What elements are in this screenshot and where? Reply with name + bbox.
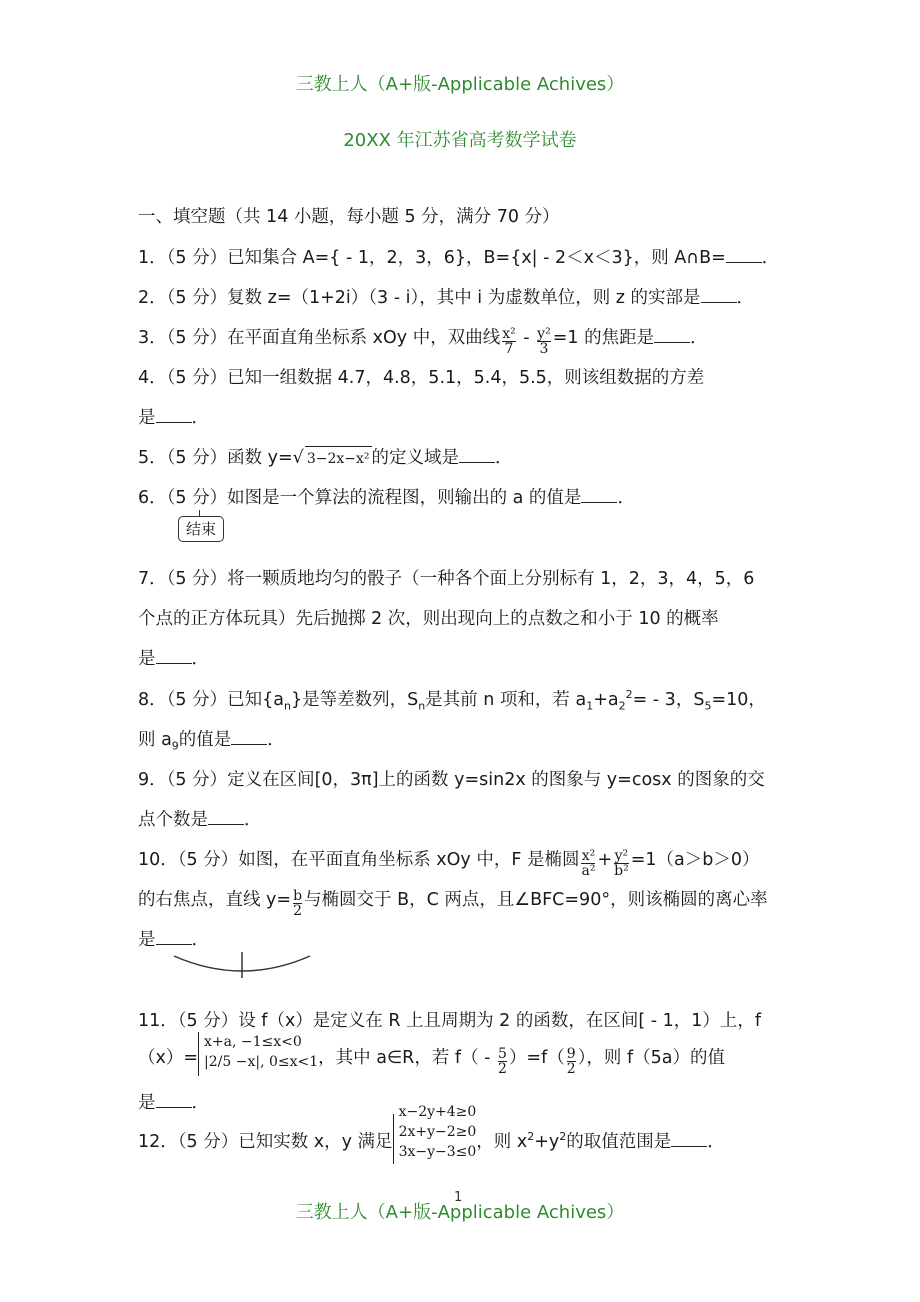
- question-10-line-1: 10．（5 分）如图，在平面直角坐标系 xOy 中，F 是椭圆 $\frac{\text{x²}}{\text{a²}}$ + $\frac{\text{y²}}{\text{b²}}$ =1（a＞b＞0）: [138, 847, 760, 879]
- question-7-line-3: 是 ．: [138, 649, 209, 669]
- question-11-line-3: 是 ．: [138, 1093, 209, 1113]
- question-10-line-3: 是 ．: [138, 930, 209, 950]
- question-1: 1．（5 分）已知集合 A={ - 1，2，3，6}，B={x| - 2＜x＜3}，则 A∩B= ．: [138, 248, 780, 268]
- fraction: $\frac{\text{x²}}{\text{a²}}$: [581, 847, 596, 879]
- question-9-line-1: 9．（5 分）定义在区间[0，3π]上的函数 y=sin2x 的图象与 y=cosx 的图象的交: [138, 770, 765, 790]
- answer-blank: [671, 1130, 707, 1147]
- answer-blank: [459, 446, 495, 463]
- piecewise-brace: x+a, −1≤x<0 |2/5 −x|, 0≤x<1: [198, 1032, 318, 1076]
- fraction: $\frac{b}{2}$: [293, 887, 303, 919]
- question-9-line-2: 点个数是 ．: [138, 810, 262, 830]
- question-6: 6．（5 分）如图是一个算法的流程图，则输出的 a 的值是 ．: [138, 488, 635, 508]
- ellipse-figure-fragment: [170, 950, 315, 980]
- answer-blank: [156, 647, 192, 664]
- fraction: $\frac{\text{y²}}{\text{b²}}$: [614, 847, 629, 879]
- fraction: $\frac{\text{x²}}{7}$: [502, 325, 516, 357]
- question-3: 3．（5 分）在平面直角坐标系 xOy 中，双曲线 $\frac{\text{x²}}{7}$ - $\frac{\text{y²}}{3}$ =1 的焦距是 ．: [138, 325, 708, 357]
- constraint-brace: x−2y+4≥0 2x+y−2≥0 3x−y−3≤0: [393, 1114, 477, 1164]
- exam-title: 20XX 年江苏省高考数学试卷: [343, 130, 577, 151]
- question-10-line-2: 的右焦点，直线 y= $\frac{b}{2}$ 与椭圆交于 B，C 两点，且∠BFC=90°，则该椭圆的离心率: [138, 887, 768, 919]
- section-heading: 一、填空题（共 14 小题，每小题 5 分，满分 70 分）: [138, 207, 560, 227]
- page-footer: 三教上人（A+版-Applicable Achives）: [295, 1202, 625, 1223]
- question-5: 5．（5 分）函数 y=√ 3−2x−x² 的定义域是 ．: [138, 446, 513, 471]
- question-2: 2．（5 分）复数 z=（1+2i）（3 - i），其中 i 为虚数单位，则 z 的实部是 ．: [138, 288, 755, 308]
- question-8-line-1: 8．（5 分）已知$\{a_n\}$是等差数列，$S_n$是其前 n 项和，若 $a_1+a_2^2= - 3$，$S_5=10$，: [138, 688, 766, 713]
- answer-blank: [156, 1091, 192, 1108]
- question-12: 12．（5 分）已知实数 x，y 满足 x−2y+4≥0 2x+y−2≥0 3x−y−3≤0 ，则 $x^2+y^2$的取值范围是 ．: [138, 1120, 725, 1164]
- flowchart-end-box: 结束: [178, 516, 224, 542]
- page-number: 1: [454, 1190, 463, 1205]
- question-11-line-1: 11．（5 分）设 f（x）是定义在 R 上且周期为 2 的函数，在区间[ - 1，1）上，f: [138, 1011, 762, 1031]
- question-7-line-2: 个点的正方体玩具）先后抛掷 2 次，则出现向上的点数之和小于 10 的概率: [138, 609, 719, 629]
- answer-blank: [231, 728, 267, 745]
- answer-blank: [701, 286, 737, 303]
- question-11-line-2: （x）= x+a, −1≤x<0 |2/5 −x|, 0≤x<1 ，其中 a∈R，若 f（ - $\frac{5}{2}$ ）=f（ $\frac{9}{2}$ ），则 f（5a）的值: [138, 1034, 726, 1077]
- answer-blank: [156, 928, 192, 945]
- answer-blank: [156, 406, 192, 423]
- fraction: $\frac{5}{2}$: [498, 1045, 507, 1077]
- answer-blank: [726, 246, 762, 263]
- answer-blank: [654, 326, 690, 343]
- question-4-line-2: 是 ．: [138, 408, 209, 428]
- fraction: $\frac{9}{2}$: [566, 1045, 576, 1077]
- question-8-line-2: 则 $a_9$的值是 ．: [138, 730, 285, 753]
- sqrt-expression: 3−2x−x²: [305, 446, 372, 471]
- page-header: 三教上人（A+版-Applicable Achives）: [295, 74, 625, 95]
- answer-blank: [581, 486, 617, 503]
- question-4-line-1: 4．（5 分）已知一组数据 4.7，4.8，5.1，5.4，5.5，则该组数据的方差: [138, 368, 705, 388]
- question-7-line-1: 7．（5 分）将一颗质地均匀的骰子（一种各个面上分别标有 1，2，3，4，5，6: [138, 569, 755, 589]
- answer-blank: [208, 808, 244, 825]
- fraction: $\frac{\text{y²}}{3}$: [537, 325, 551, 357]
